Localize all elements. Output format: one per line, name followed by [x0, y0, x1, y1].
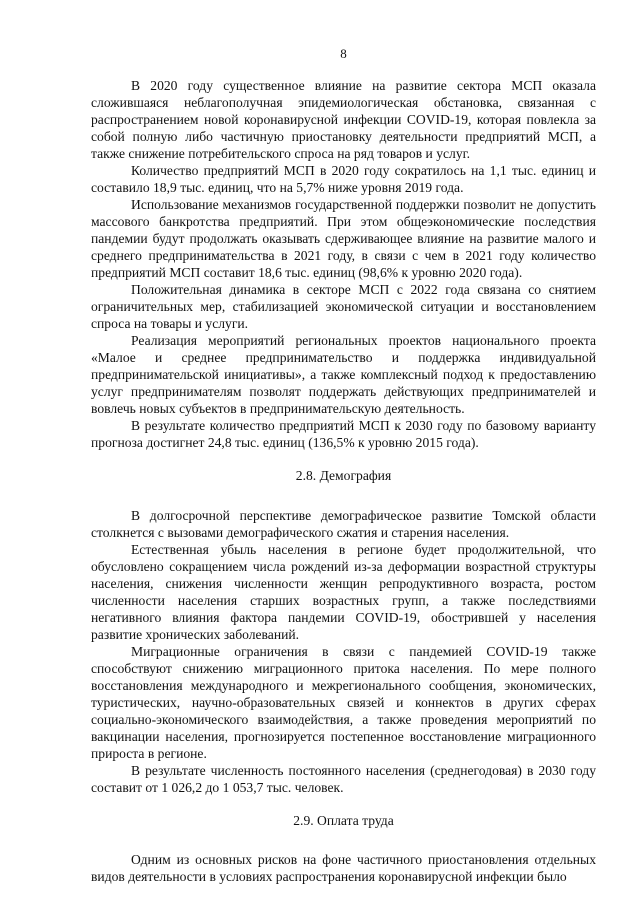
section-heading-wages: 2.9. Оплата труда	[293, 813, 394, 828]
paragraph: В результате численность постоянного населения (среднегодовая) в 2030 году составит от 1 026,2 до 1 053,7 тыс. человек.	[91, 763, 596, 795]
paragraph: В результате количество предприятий МСП к 2030 году по базовому варианту прогноза достигнет 24,8 тыс. единиц (136,5% к уровню 2015 года).	[91, 418, 596, 450]
paragraph: Положительная динамика в секторе МСП с 2022 года связана со снятием ограничительных мер, стабилизацией экономической ситуации и восстановлением спроса на товары и услуги.	[91, 282, 596, 331]
section-heading-demography: 2.8. Демография	[295, 468, 392, 483]
paragraph: Миграционные ограничения в связи с пандемией COVID-19 также способствуют снижению миграционного притока населения. По мере полного восстановления международного и межрегионального сообщения, экономических, туристических, научно-образовательных связей и коннектов в других сферах социально-экономического взаимодействия, а также проведения мероприятий по вакцинации населения, прогнозируется постепенное восстановление миграционного прироста в регионе.	[91, 644, 596, 761]
paragraph: Количество предприятий МСП в 2020 году сократилось на 1,1 тыс. единиц и составило 18,9 тыс. единиц, что на 5,7% ниже уровня 2019 года.	[91, 163, 596, 195]
demography-section-text	[91, 507, 596, 796]
paragraph: Одним из основных рисков на фоне частичного приостановления отдельных видов деятельности в условиях распространения коронавирусной инфекции было	[91, 852, 596, 884]
wages-section-text	[91, 851, 596, 885]
page-number: 8	[340, 46, 347, 61]
paragraph: В 2020 году существенное влияние на развитие сектора МСП оказала сложившаяся неблагополучная эпидемиологическая обстановка, связанная с распространением новой коронавирусной инфекции COVID-19, которая повлекла за собой полную либо частичную приостановку деятельности предприятий МСП, а также снижение потребительского спроса на ряд товаров и услуг.	[91, 78, 596, 161]
paragraph: Реализация мероприятий региональных проектов национального проекта «Малое и среднее предпринимательство и поддержка индивидуальной предпринимательской инициативы», а также комплексный подход к предоставлению услуг предпринимателям позволят поддержать действующих предпринимателей и вовлечь новых субъектов в предпринимательскую деятельность.	[91, 333, 596, 416]
paragraph: Использование механизмов государственной поддержки позволит не допустить массового банкротства предприятий. При этом общеэкономические последствия пандемии будут продолжать оказывать сдерживающее влияние на развитие малого и среднего предпринимательства в 2021 году, в связи с чем в 2021 году количество предприятий МСП составит 18,6 тыс. единиц (98,6% к уровню 2020 года).	[91, 197, 596, 280]
msp-section-text	[91, 77, 596, 451]
paragraph: В долгосрочной перспективе демографическое развитие Томской области столкнется с вызовами демографического сжатия и старения населения.	[91, 508, 596, 540]
paragraph: Естественная убыль населения в регионе будет продолжительной, что обусловлено сокращением числа рождений из-за деформации возрастной структуры населения, снижения численности женщин репродуктивного возраста, ростом численности населения старших возрастных групп, а также последствиями негативного влияния фактора пандемии COVID-19, обострившей у населения развитие хронических заболеваний.	[91, 542, 596, 642]
